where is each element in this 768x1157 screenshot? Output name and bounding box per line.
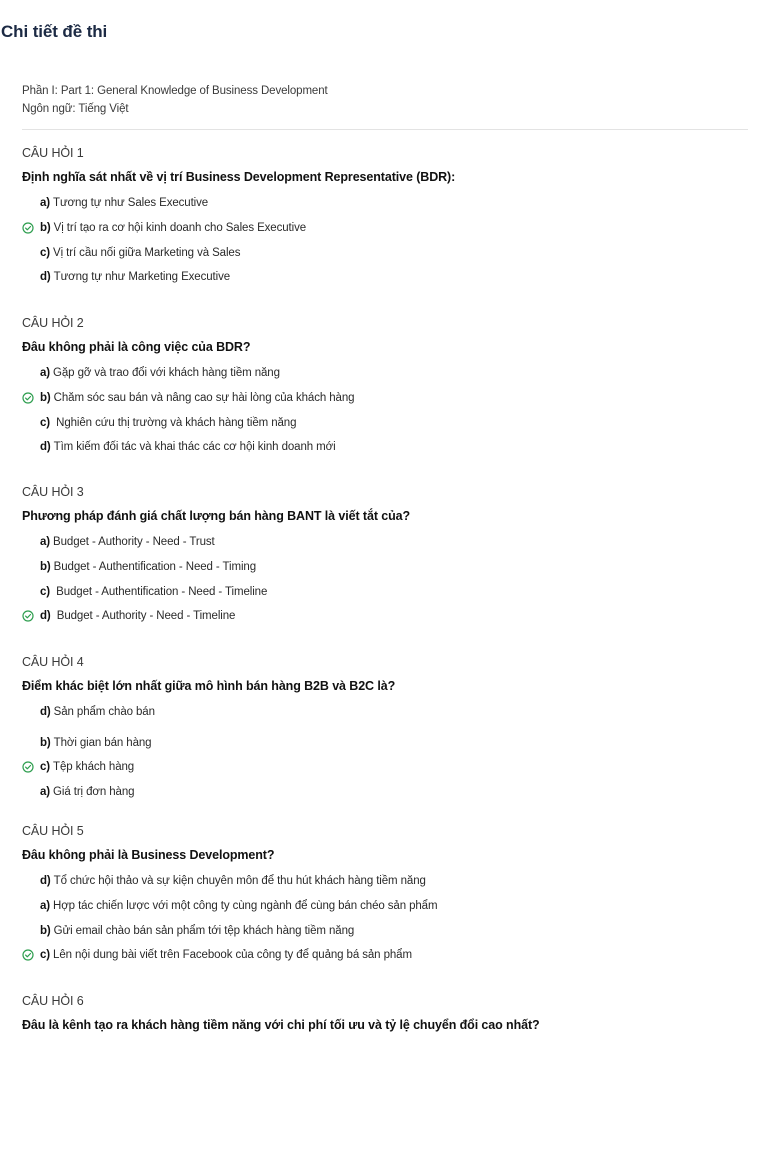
question-text: Đâu không phải là Business Development? — [22, 848, 274, 862]
answer-option — [40, 705, 155, 719]
answer-text: Budget - Authority - Need - Trust — [53, 536, 215, 548]
answer-letter: a) — [40, 900, 50, 912]
correct-check-icon — [22, 392, 34, 404]
answer-letter: c) — [40, 761, 50, 773]
answer-option — [40, 785, 134, 799]
answer-option — [40, 535, 215, 549]
question-number: CÂU HỎI 3 — [22, 485, 84, 499]
answer-letter: a) — [40, 536, 50, 548]
answer-letter: c) — [40, 949, 50, 961]
answer-letter: b) — [40, 737, 51, 749]
answer-letter: a) — [40, 197, 50, 209]
page-title: Chi tiết đề thi — [1, 22, 107, 42]
question-text: Định nghĩa sát nhất về vị trí Business Development Representative (BDR): — [22, 170, 455, 184]
answer-text: Nghiên cứu thị trường và khách hàng tiềm năng — [53, 417, 296, 429]
correct-check-icon — [22, 222, 34, 234]
answer-text: Hợp tác chiến lược với một công ty cùng ngành để cùng bán chéo sản phẩm — [53, 900, 437, 912]
correct-check-icon — [22, 949, 34, 961]
answer-option — [40, 416, 296, 430]
answer-letter: a) — [40, 786, 50, 798]
answer-text: Lên nội dung bài viết trên Facebook của công ty để quảng bá sản phẩm — [53, 949, 412, 961]
answer-option — [40, 948, 412, 962]
answer-letter: b) — [40, 925, 51, 937]
answer-letter: c) — [40, 417, 50, 429]
answer-letter: b) — [40, 392, 51, 404]
answer-option — [40, 899, 437, 913]
question-number: CÂU HỎI 2 — [22, 316, 84, 330]
answer-letter: b) — [40, 222, 51, 234]
answer-text: Tổ chức hội thảo và sự kiện chuyên môn để thu hút khách hàng tiềm năng — [54, 875, 426, 887]
question-block — [22, 140, 748, 310]
exam-meta — [22, 82, 328, 118]
answer-letter: c) — [40, 247, 50, 259]
answer-text: Tìm kiếm đối tác và khai thác các cơ hội kinh doanh mới — [54, 441, 336, 453]
question-text: Phương pháp đánh giá chất lượng bán hàng BANT là viết tắt của? — [22, 509, 410, 523]
answer-option — [40, 246, 240, 260]
answer-text: Gặp gỡ và trao đổi với khách hàng tiềm năng — [53, 367, 280, 379]
answer-text: Tương tự như Sales Executive — [53, 197, 208, 209]
answer-letter: d) — [40, 441, 51, 453]
answer-option — [40, 440, 336, 454]
answer-text: Chăm sóc sau bán và nâng cao sự hài lòng của khách hàng — [54, 392, 355, 404]
answer-option — [40, 221, 306, 235]
question-block — [22, 988, 748, 1157]
question-text: Điểm khác biệt lớn nhất giữa mô hình bán hàng B2B và B2C là? — [22, 679, 395, 693]
answer-option — [40, 760, 134, 774]
question-number: CÂU HỎI 6 — [22, 994, 84, 1008]
question-text: Đâu không phải là công việc của BDR? — [22, 340, 250, 354]
answer-letter: d) — [40, 706, 51, 718]
question-text: Đâu là kênh tạo ra khách hàng tiềm năng với chi phí tối ưu và tỷ lệ chuyển đổi cao nhất? — [22, 1018, 540, 1032]
answer-letter: d) — [40, 271, 51, 283]
question-block — [22, 310, 748, 480]
answer-text: Tệp khách hàng — [53, 761, 134, 773]
question-number: CÂU HỎI 5 — [22, 824, 84, 838]
language-label: Ngôn ngữ: Tiếng Việt — [22, 100, 328, 118]
answer-option — [40, 270, 230, 284]
answer-text: Vị trí tạo ra cơ hội kinh doanh cho Sales Executive — [54, 222, 306, 234]
answer-letter: d) — [40, 610, 51, 622]
answer-option — [40, 585, 267, 599]
answer-text: Thời gian bán hàng — [54, 737, 152, 749]
answer-text: Giá trị đơn hàng — [53, 786, 134, 798]
question-list — [22, 140, 748, 1157]
question-number: CÂU HỎI 4 — [22, 655, 84, 669]
section-label: Phần I: Part 1: General Knowledge of Business Development — [22, 82, 328, 100]
answer-option — [40, 609, 235, 623]
answer-option — [40, 874, 426, 888]
answer-option — [40, 391, 354, 405]
question-block — [22, 649, 748, 819]
correct-check-icon — [22, 610, 34, 622]
answer-letter: c) — [40, 586, 50, 598]
answer-text: Gửi email chào bán sản phẩm tới tệp khách hàng tiềm năng — [54, 925, 355, 937]
question-number: CÂU HỎI 1 — [22, 146, 84, 160]
answer-text: Sản phẩm chào bán — [54, 706, 155, 718]
answer-option — [40, 196, 208, 210]
answer-letter: a) — [40, 367, 50, 379]
question-block — [22, 479, 748, 649]
answer-option — [40, 366, 280, 380]
answer-text: Tương tự như Marketing Executive — [54, 271, 230, 283]
answer-option — [40, 736, 151, 750]
divider — [22, 129, 748, 130]
answer-option — [40, 924, 354, 938]
answer-option — [40, 560, 256, 574]
answer-text: Budget - Authentification - Need - Timeline — [53, 586, 267, 598]
correct-check-icon — [22, 761, 34, 773]
answer-text: Budget - Authority - Need - Timeline — [54, 610, 236, 622]
question-block — [22, 818, 748, 988]
answer-letter: d) — [40, 875, 51, 887]
answer-text: Vị trí cầu nối giữa Marketing và Sales — [53, 247, 240, 259]
answer-text: Budget - Authentification - Need - Timing — [54, 561, 256, 573]
answer-letter: b) — [40, 561, 51, 573]
